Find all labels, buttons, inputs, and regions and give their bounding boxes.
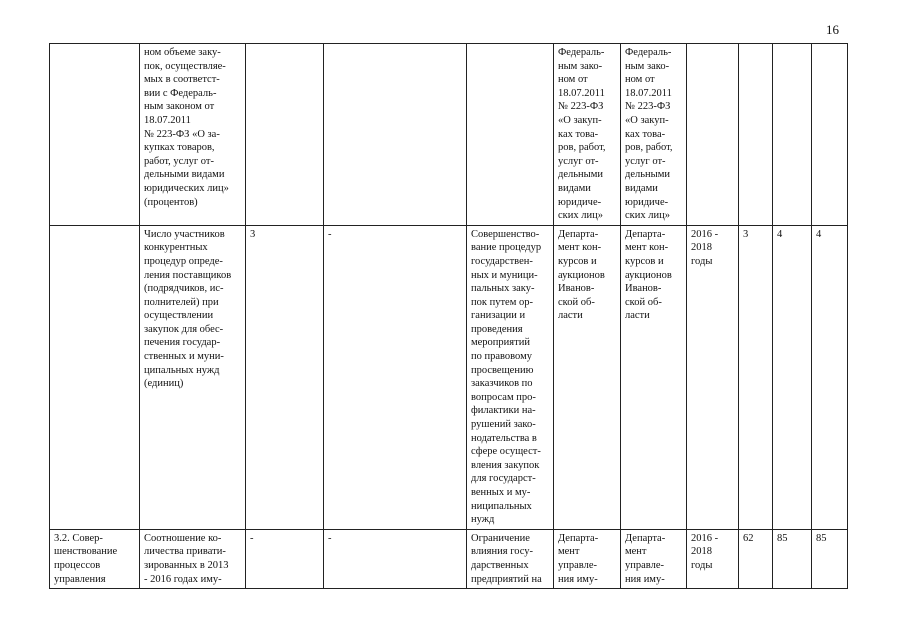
section-cell: [50, 225, 140, 529]
table-row: [50, 529, 848, 588]
measure-cell: [467, 44, 554, 226]
coexecutor-cell: Департа- мент управле- ния иму-: [621, 529, 687, 588]
value-2017-cell: 85: [773, 529, 812, 588]
value-2018-cell: [812, 44, 848, 226]
base-value-cell: [246, 44, 324, 226]
indicator-cell: Соотношение ко- личества привати- зированных в 2013 - 2016 годах иму-: [140, 529, 246, 588]
executor-cell: Департа- мент кон- курсов и аукционов Иванов- ской об- ласти: [554, 225, 621, 529]
section-cell: 3.2. Совер- шенствование процессов управления: [50, 529, 140, 588]
table-row: [50, 44, 848, 226]
table-row: [50, 225, 848, 529]
value-2018-cell: 4: [812, 225, 848, 529]
coexecutor-cell: Федераль- ным зако- ном от 18.07.2011 № 223-ФЗ «О закуп- ках това- ров, работ, услуг от- дельными видами юридиче- ских лиц»: [621, 44, 687, 226]
value-2018-cell: 85: [812, 529, 848, 588]
value-2017-cell: 4: [773, 225, 812, 529]
measure-cell: Ограничение влияния госу- дарственных предприятий на: [467, 529, 554, 588]
page-number: 16: [826, 22, 839, 37]
period-cell: 2016 - 2018 годы: [687, 225, 739, 529]
value-2016-cell: 62: [739, 529, 773, 588]
period-cell: [687, 44, 739, 226]
section-cell: [50, 44, 140, 226]
base-value-cell: -: [246, 529, 324, 588]
indicator-cell: Число участников конкурентных процедур опреде- ления поставщиков (подрядчиков, ис- полнителей) при осуществлении закупок для обес- печения государ- ственных и муни- ципальных нужд (единиц): [140, 225, 246, 529]
extra-value-cell: -: [324, 225, 467, 529]
base-value-cell: 3: [246, 225, 324, 529]
extra-value-cell: -: [324, 529, 467, 588]
extra-value-cell: [324, 44, 467, 226]
value-2016-cell: [739, 44, 773, 226]
value-2016-cell: 3: [739, 225, 773, 529]
value-2017-cell: [773, 44, 812, 226]
program-table: [49, 43, 848, 589]
period-cell: 2016 - 2018 годы: [687, 529, 739, 588]
coexecutor-cell: Департа- мент кон- курсов и аукционов Иванов- ской об- ласти: [621, 225, 687, 529]
measure-cell: Совершенство- вание процедур государствен- ных и муници- пальных заку- пок путем ор- ганизации и проведения мероприятий по правовому просвещению заказчиков по вопросам про- филактики на- рушений зако- нодательства в сфере осущест- вления закупок для государст- венных и му- ниципальных нужд: [467, 225, 554, 529]
indicator-cell: ном объеме заку- пок, осуществляе- мых в соответст- вии с Федераль- ным законом от 18.07.2011 № 223-ФЗ «О за- купках товаров, работ, услуг от- дельными видами юридических лиц» (процентов): [140, 44, 246, 226]
executor-cell: Департа- мент управле- ния иму-: [554, 529, 621, 588]
executor-cell: Федераль- ным зако- ном от 18.07.2011 № 223-ФЗ «О закуп- ках това- ров, работ, услуг от- дельными видами юридиче- ских лиц»: [554, 44, 621, 226]
